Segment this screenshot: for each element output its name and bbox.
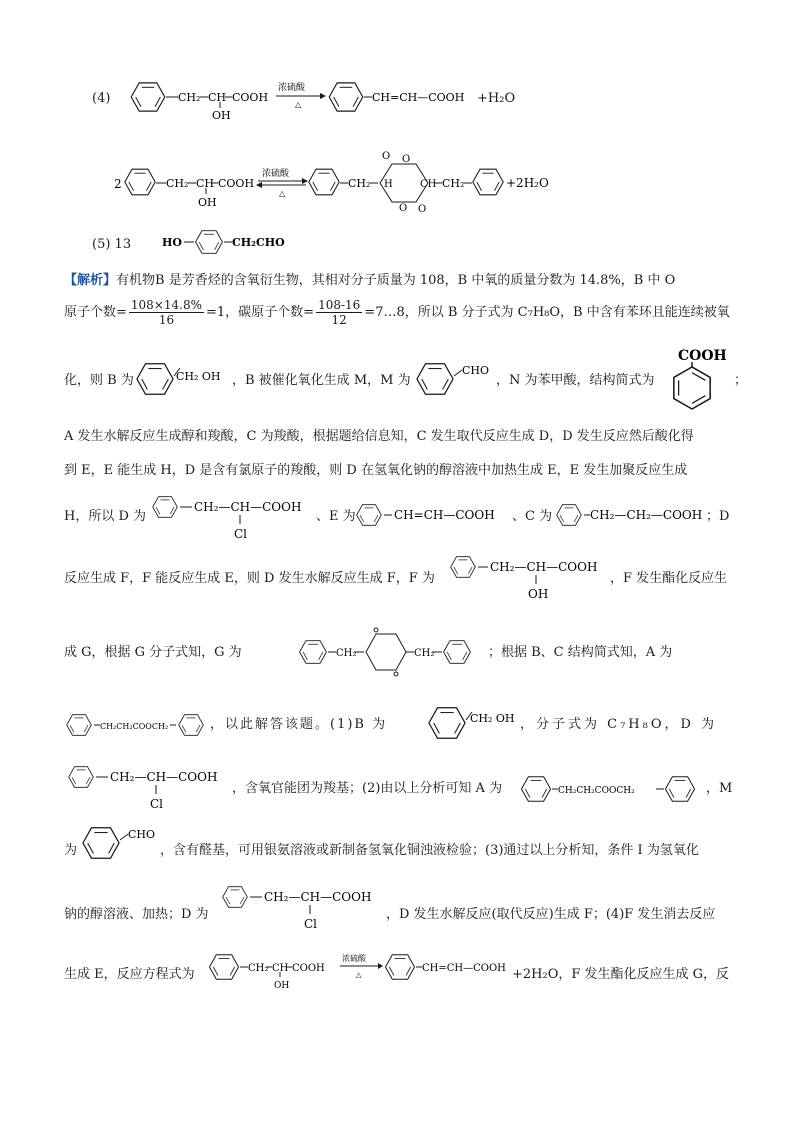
analysis-line-1 (64, 272, 675, 290)
part5-label: (5) 13 (92, 237, 132, 252)
arrow-condition-bottom: △ (295, 100, 302, 109)
benzene-ring (429, 708, 465, 738)
oh-label: OH (212, 109, 231, 122)
arrow-condition-bottom: △ (356, 971, 362, 979)
analysis-text: 、E 为 (316, 509, 356, 524)
analysis-text: H，所以 D 为 (64, 509, 147, 524)
ring-oxygen: O (399, 203, 408, 214)
ch2-label: CH₂ (178, 91, 201, 104)
benzene-ring (300, 641, 327, 664)
arrow-condition-top: 浓硫酸 (262, 169, 290, 179)
cl-label: Cl (234, 527, 248, 541)
analysis-text: ，以此解答该题。(1)B 为 (210, 717, 388, 732)
benzene-ring (674, 367, 710, 409)
cl-label: Cl (304, 917, 318, 931)
arrow-condition-top: 浓硫酸 (278, 83, 306, 93)
benzene-ring (557, 505, 582, 526)
ch2oh-label: CH₂ OH (470, 712, 515, 725)
elimination-reaction (206, 950, 516, 996)
cooh-label: COOH (292, 963, 325, 974)
benzene-ring (196, 231, 223, 254)
analysis-text: 为 (64, 843, 78, 858)
ch-label: CH (196, 177, 215, 190)
analysis-text: ；D (706, 509, 730, 524)
part4-reaction-1 (128, 76, 528, 126)
analysis-text: ，F 发生酯化反应生 (610, 571, 728, 586)
benzene-ring (125, 169, 155, 195)
analysis-text: ，D 发生水解反应(取代反应)生成 F；(4)F 发生消去反应 (386, 907, 716, 922)
ch2-label: CH₂ (348, 177, 371, 190)
analysis-text: +2H₂O，F 发生酯化反应生成 G，反 (512, 967, 730, 982)
f-chain-label: CH₂—CH—COOH (490, 560, 598, 574)
analysis-text: ，B 被催化氧化生成 M，M 为 (232, 373, 411, 388)
cooh-label: COOH (218, 177, 255, 190)
analysis-text: ，含有醛基，可用银氨溶液或新制备氢氧化铜浊液检验；(3)通过以上分析知，条件 I 为氢氧化 (160, 843, 699, 858)
benzene-ring (67, 715, 92, 736)
benzene-ring (329, 83, 363, 111)
benzene-ring (179, 715, 204, 736)
analysis-text: 有机物B 是芳香烃的含氧衍生物，其相对分子质量为 108，B 中氧的质量分数为 14.8%，B 中 O (116, 273, 676, 288)
benzene-ring (444, 641, 471, 664)
d-chain-label: CH₂—CH—COOH (110, 770, 218, 784)
ring-oxygen: O (382, 151, 391, 162)
compound-g-structure (296, 622, 492, 684)
ring-h: H (384, 179, 393, 190)
fraction-oxygen: $\frac{108\times 14.8\%}{16}$ (130, 298, 202, 327)
benzene-ring (417, 364, 453, 394)
cl-label: Cl (150, 797, 164, 811)
benzene-ring (473, 169, 503, 195)
benzene-ring (665, 777, 694, 801)
benzoic-acid-structure (660, 342, 732, 414)
a-chain-label: CH₂CH₂COOCH₂ (558, 786, 635, 796)
analysis-text: 化，则 B 为 (64, 373, 134, 388)
analysis-text: =7…8，所以 B 分子式为 C₇H₈O，B 中含有苯环且能连续被氧 (364, 305, 730, 320)
benzene-ring (309, 169, 339, 195)
analysis-text: ，M (706, 781, 733, 796)
analysis-text: 到 E，E 能生成 H，D 是含有氯原子的羧酸，则 D 在氢氧化钠的醇溶液中加热生成 E，E 发生加聚反应生成 (64, 463, 688, 478)
analysis-text: 原子个数= (64, 305, 127, 320)
benzaldehyde-structure (416, 358, 496, 402)
analysis-text: 钠的醇溶液、加热；D 为 (64, 907, 209, 922)
plus-2-water: +2H₂O (506, 176, 549, 190)
benzene-ring (385, 955, 414, 979)
analysis-text: 反应生成 F，F 能反应生成 E，则 D 发生水解反应生成 F，F 为 (64, 571, 435, 586)
cho-label: CHO (128, 828, 156, 841)
analysis-text: ； (734, 373, 748, 388)
oh-label: OH (198, 196, 217, 209)
d-chain-label: CH₂—CH—COOH (264, 890, 372, 904)
compound-d-structure (148, 492, 318, 544)
ch-label: CH (208, 91, 227, 104)
benzene-ring (153, 497, 178, 518)
ch2-label: CH₂ (414, 648, 435, 659)
ring-oxygen: O (402, 154, 411, 165)
analysis-text: ，N 为苯甲酸，结构简式为 (496, 373, 655, 388)
oh-label: OH (528, 587, 549, 601)
arrow-condition-top: 浓硫酸 (342, 954, 366, 963)
benzene-ring (223, 887, 248, 908)
ch2-label: CH₂ (248, 963, 269, 974)
benzyl-alcohol-structure (136, 358, 221, 402)
d-chain-label: CH₂—CH—COOH (194, 500, 302, 514)
ch2-label: CH₂ (336, 648, 357, 659)
benzene-ring (209, 955, 238, 979)
plus-water: +H₂O (477, 91, 516, 106)
analysis-text: ，分子式为 C₇H₈O，D 为 (520, 717, 718, 732)
compound-f-structure (444, 552, 612, 606)
benzyl-alcohol-structure (428, 702, 518, 746)
ch-label: CH (272, 963, 289, 974)
ring-ch: CH (420, 179, 437, 190)
analysis-text: A 发生水解反应生成醇和羧酸，C 为羧酸，根据题给信息知，C 发生取代反应生成 D，D 发生反应然后酸化得 (64, 429, 694, 444)
coefficient-2: 2 (114, 177, 122, 191)
benzene-ring (69, 767, 94, 788)
cho-label: CHO (462, 364, 490, 377)
compound-a-structure (62, 710, 212, 740)
benzene-ring (137, 364, 173, 394)
c-chain-label: CH₂—CH₂—COOH (590, 508, 703, 522)
oh-label: OH (274, 981, 290, 991)
product-chain: CH=CH—COOH (422, 963, 506, 974)
benzene-ring (357, 505, 382, 526)
arrow-condition-bottom: △ (279, 189, 286, 198)
analysis-text: ；根据 B、C 结构简式知，A 为 (488, 645, 673, 660)
compound-c-structure (552, 500, 732, 530)
analysis-text: 成 G，根据 G 分子式知，G 为 (64, 645, 242, 660)
analysis-tag: 【解析】 (64, 273, 117, 288)
analysis-text: 、C 为 (512, 509, 553, 524)
ch2cho-label: CH₂CHO (232, 236, 285, 249)
cooh-label: COOH (232, 91, 269, 104)
cooh-label: COOH (678, 348, 727, 364)
analysis-text: 生成 E，反应方程式为 (64, 967, 195, 982)
benzene-ring (451, 557, 476, 578)
part4-label: (4) (92, 91, 111, 106)
analysis-line-2 (64, 298, 730, 328)
part5-structure (160, 228, 310, 258)
compound-e-structure (352, 500, 532, 530)
part4-reaction-2 (112, 150, 592, 220)
ho-label: HO (162, 236, 182, 249)
ring-oxygen: O (418, 204, 427, 215)
benzaldehyde-structure (82, 822, 162, 866)
ch2oh-label: CH₂ OH (176, 370, 221, 383)
e-chain-label: CH=CH—COOH (394, 508, 495, 522)
benzene-ring (131, 83, 165, 111)
ch2-label: CH₂ (442, 177, 465, 190)
product-chain: CH=CH—COOH (372, 91, 465, 104)
benzene-ring (521, 777, 550, 801)
benzene-ring (83, 828, 119, 858)
a-chain-label: CH₂CH₂COOCH₂ (100, 722, 169, 731)
analysis-text: =1，碳原子个数= (206, 305, 315, 320)
compound-a-structure (518, 772, 708, 806)
compound-d-structure (64, 762, 234, 814)
ch2-label: CH₂ (166, 177, 189, 190)
fraction-carbon: $\frac{108-16}{12}$ (318, 298, 361, 327)
compound-d-structure (218, 882, 388, 934)
analysis-text: ，含氧官能团为羧基；(2)由以上分析可知 A 为 (232, 781, 503, 796)
